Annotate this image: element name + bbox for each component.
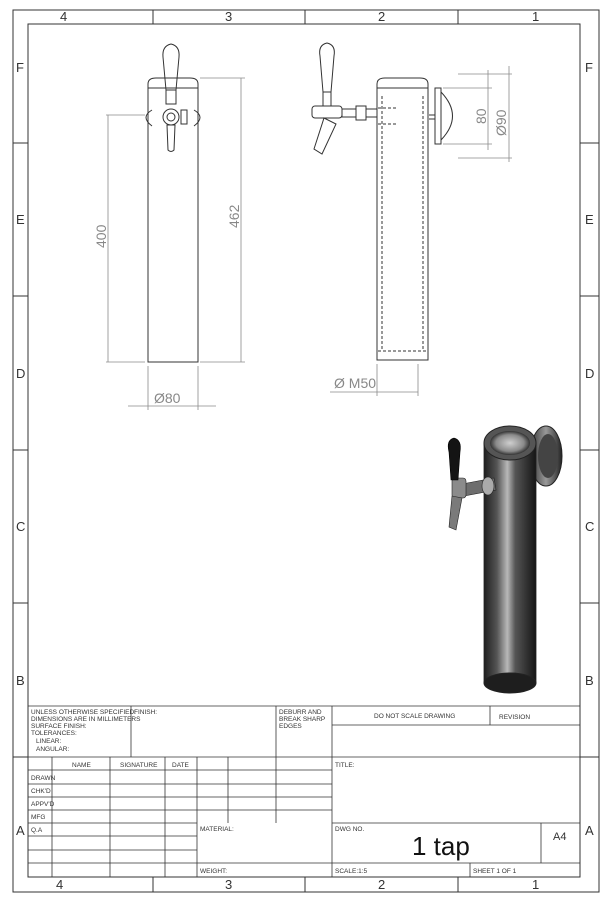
tb-weight: WEIGHT: (200, 868, 228, 875)
zone-col-top-4: 1 (532, 9, 540, 24)
zone-row-left-a: A (16, 823, 25, 838)
dim-height-462: 462 (226, 204, 242, 228)
dim-thread-m50: Ø M50 (334, 375, 377, 391)
isometric-view (448, 426, 562, 693)
tb-dwg-no-label: DWG NO. (335, 826, 365, 833)
zone-row-left-f: F (16, 60, 24, 75)
zone-col-top-2: 3 (225, 9, 233, 24)
side-tap-handle (320, 43, 335, 92)
zone-row-left-b: B (16, 673, 25, 688)
iso-tap-handle (448, 438, 460, 480)
zone-row-right-c: C (585, 519, 595, 534)
dim-height-400: 400 (93, 224, 109, 248)
side-flange-arc (441, 92, 453, 140)
tb-finish: FINISH: (134, 709, 158, 716)
iso-tap-body (452, 478, 466, 498)
tb-deburr-1: DEBURR AND (279, 709, 322, 716)
zone-row-right-a: A (585, 823, 594, 838)
tb-role-qa: Q.A (31, 827, 43, 834)
dim-flange-80: 80 (473, 108, 489, 124)
tb-note-6: ANGULAR: (36, 746, 70, 753)
tb-note-1: UNLESS OTHERWISE SPECIFIED: (31, 709, 136, 716)
front-tap-handle (163, 44, 179, 90)
tb-col-date: DATE (172, 762, 189, 769)
tb-note-3: SURFACE FINISH: (31, 723, 87, 730)
zone-col-bottom-2: 3 (225, 877, 233, 892)
zone-col-bottom-3: 2 (378, 877, 386, 892)
front-dimension-lines (106, 78, 245, 410)
tb-paper-size: A4 (553, 831, 567, 843)
side-column (377, 78, 428, 360)
tb-role-mfg: MFG (31, 814, 46, 821)
side-spout (314, 118, 336, 154)
tb-title-label: TITLE: (335, 762, 355, 769)
tb-deburr-3: EDGES (279, 723, 302, 730)
tb-sheet: SHEET 1 OF 1 (473, 868, 517, 875)
tb-deburr-2: BREAK SHARP (279, 716, 326, 723)
side-tap-body (312, 106, 342, 118)
iso-spout (449, 496, 462, 530)
side-view (312, 43, 453, 360)
tb-note-2: DIMENSIONS ARE IN MILLIMETERS (31, 716, 141, 723)
tb-revision: REVISION (499, 714, 531, 721)
zone-col-bottom-1: 4 (56, 877, 64, 892)
tb-role-approved: APPV'D (31, 801, 55, 808)
zone-col-top-1: 4 (60, 9, 68, 24)
zone-row-left-d: D (16, 366, 26, 381)
tb-scale: SCALE:1:5 (335, 868, 368, 875)
front-spout (167, 125, 175, 152)
zone-row-right-d: D (585, 366, 595, 381)
tb-drawing-name: 1 tap (412, 831, 470, 861)
tb-note-5: LINEAR: (36, 738, 62, 745)
tb-note-4: TOLERANCES: (31, 730, 77, 737)
zone-row-right-f: F (585, 60, 593, 75)
zone-row-right-b: B (585, 673, 594, 688)
dim-flange-90: Ø90 (493, 109, 509, 136)
side-flange (435, 88, 441, 144)
front-tap-body (163, 109, 179, 125)
zone-col-top-3: 2 (378, 9, 386, 24)
zone-row-left-c: C (16, 519, 26, 534)
tb-col-name: NAME (72, 762, 91, 769)
tb-role-drawn: DRAWN (31, 775, 56, 782)
zone-row-right-e: E (585, 212, 594, 227)
dim-diameter-80: Ø80 (154, 390, 181, 406)
title-block-grid (28, 706, 580, 877)
tb-role-checked: CHK'D (31, 788, 51, 795)
front-view (146, 44, 200, 362)
tb-do-not-scale: DO NOT SCALE DRAWING (374, 713, 456, 720)
tb-material: MATERIAL: (200, 826, 234, 833)
zone-row-left-e: E (16, 212, 25, 227)
zone-col-bottom-4: 1 (532, 877, 540, 892)
tb-col-signature: SIGNATURE (120, 762, 158, 769)
